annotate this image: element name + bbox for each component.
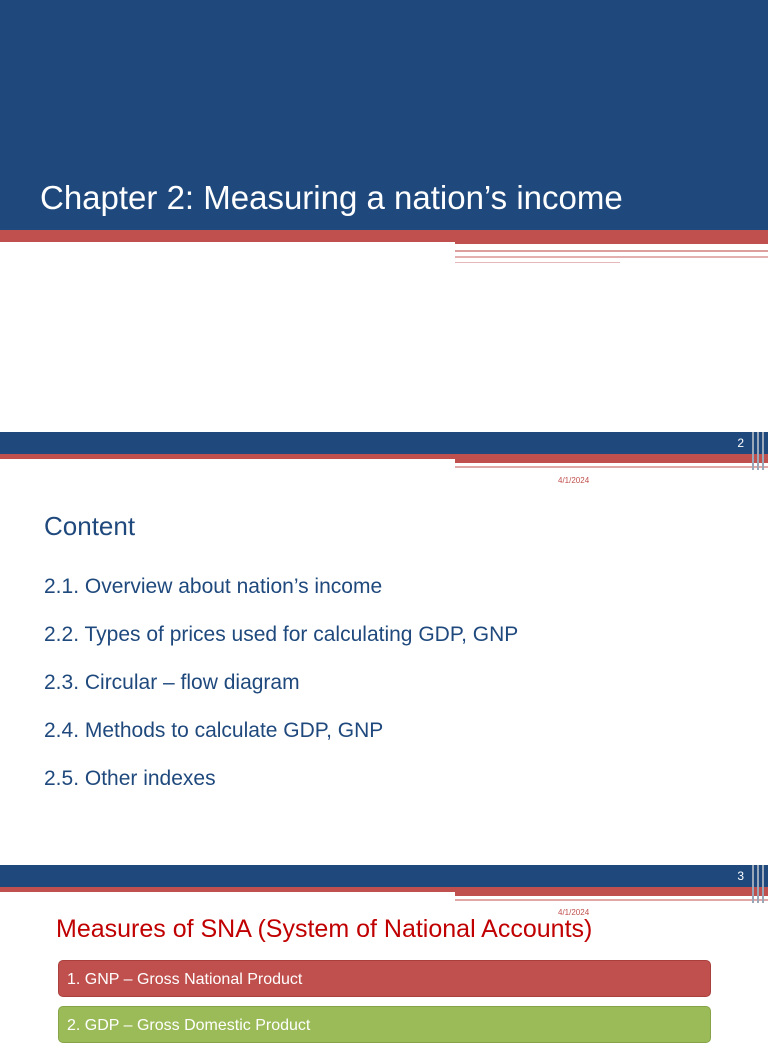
gnp-box: 1. GNP – Gross National Product: [58, 960, 711, 997]
slide-date: 4/1/2024: [558, 476, 590, 485]
top-bar: [0, 432, 768, 454]
list-item: 2.3. Circular – flow diagram: [44, 671, 300, 694]
slide-date: 4/1/2024: [558, 908, 590, 917]
accent-stripe: [0, 230, 768, 238]
page-number: 2: [737, 436, 744, 450]
slide-title: Chapter 2: Measuring a nation’s income: [40, 179, 623, 216]
content-heading: Content: [44, 511, 136, 541]
thin-line: [455, 466, 768, 468]
decorative-ticks: [750, 432, 768, 470]
title-slide: [0, 0, 768, 432]
thin-line: [455, 899, 768, 901]
thin-line: [455, 256, 768, 258]
list-item: 2.4. Methods to calculate GDP, GNP: [44, 719, 384, 742]
accent-stripe: [455, 238, 768, 244]
thin-line: [455, 262, 620, 263]
content-slide: [0, 432, 768, 865]
content-list: [44, 574, 518, 814]
decorative-ticks: [750, 865, 768, 903]
page-number: 3: [737, 869, 744, 883]
top-bar: [0, 865, 768, 887]
sna-slide: [0, 865, 768, 1034]
list-item: 2.2. Types of prices used for calculating GDP, GNP: [44, 623, 519, 646]
accent-stripe: [455, 892, 768, 896]
gdp-box: 2. GDP – Gross Domestic Product: [58, 1006, 711, 1043]
list-item: 2.1. Overview about nation’s income: [44, 575, 383, 598]
accent-stripe: [0, 238, 455, 242]
sna-heading: Measures of SNA (System of National Accounts): [56, 915, 593, 943]
accent-stripe: [455, 459, 768, 463]
list-item: 2.5. Other indexes: [44, 767, 216, 790]
thin-line: [455, 250, 768, 252]
